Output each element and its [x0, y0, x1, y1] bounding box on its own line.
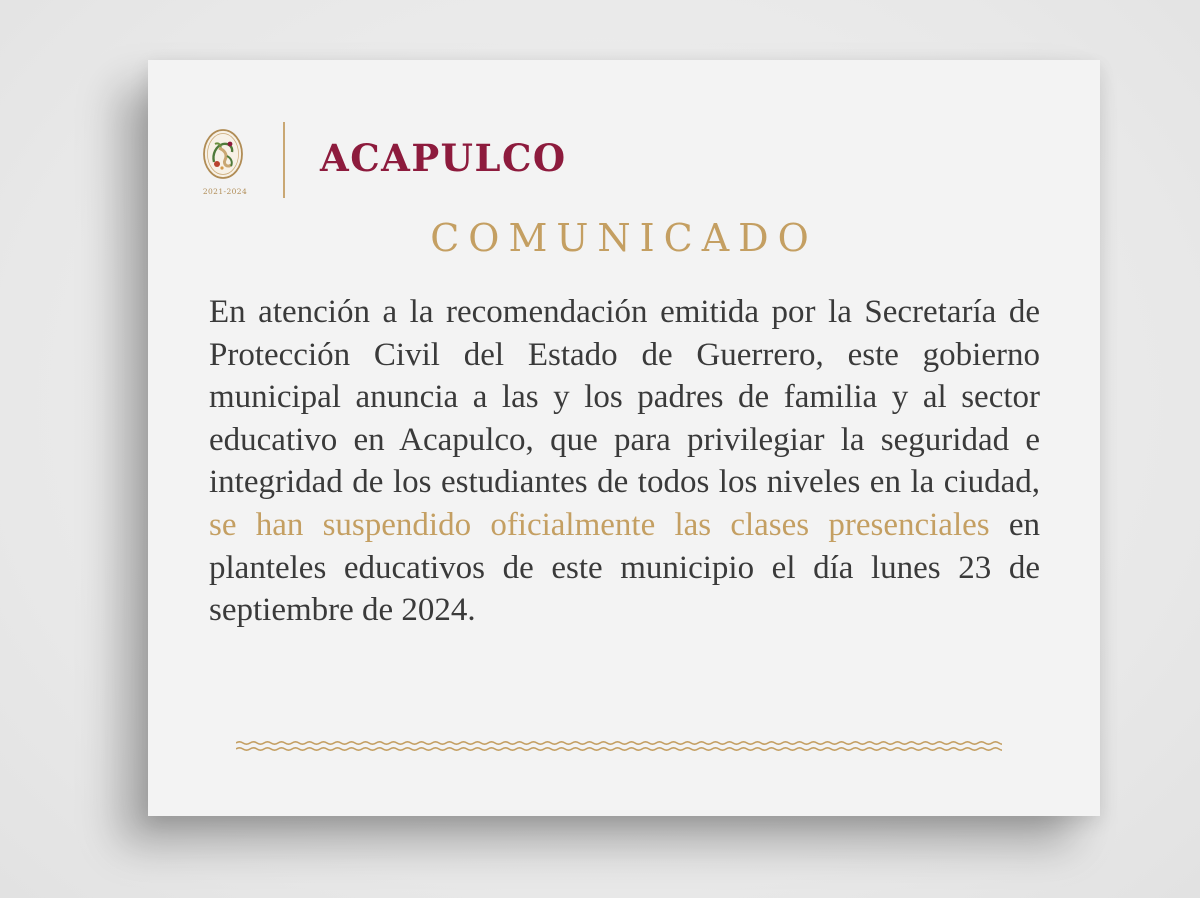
body-text-before: En atención a la recomendación emitida por la Secretaría de Protección Civil del Estado de Guerrero, este gobierno municipal anuncia a las y los padres de familia y al sector educativo en Acapulco, que para privilegiar la seguridad e integridad de los estudiantes de todos los niveles en la ciudad, — [209, 294, 1040, 501]
wave-line-top — [236, 742, 1002, 744]
wave-line-bottom — [236, 748, 1002, 750]
wave-divider — [236, 738, 1002, 754]
header — [202, 122, 602, 198]
brand-name: ACAPULCO — [320, 136, 567, 180]
page-title: COMUNICADO — [430, 216, 818, 260]
body-text-after: en planteles educativos de este municipio el día lunes 23 de septiembre de 2024. — [209, 506, 1040, 629]
announcement-card — [148, 60, 1100, 816]
header-divider — [283, 122, 285, 198]
seal-years: 2021-2024 — [202, 187, 248, 196]
municipal-seal-icon — [202, 128, 244, 180]
announcement-body — [209, 291, 1040, 632]
body-highlight: se han suspendido oficialmente las clases presenciales — [209, 506, 990, 543]
